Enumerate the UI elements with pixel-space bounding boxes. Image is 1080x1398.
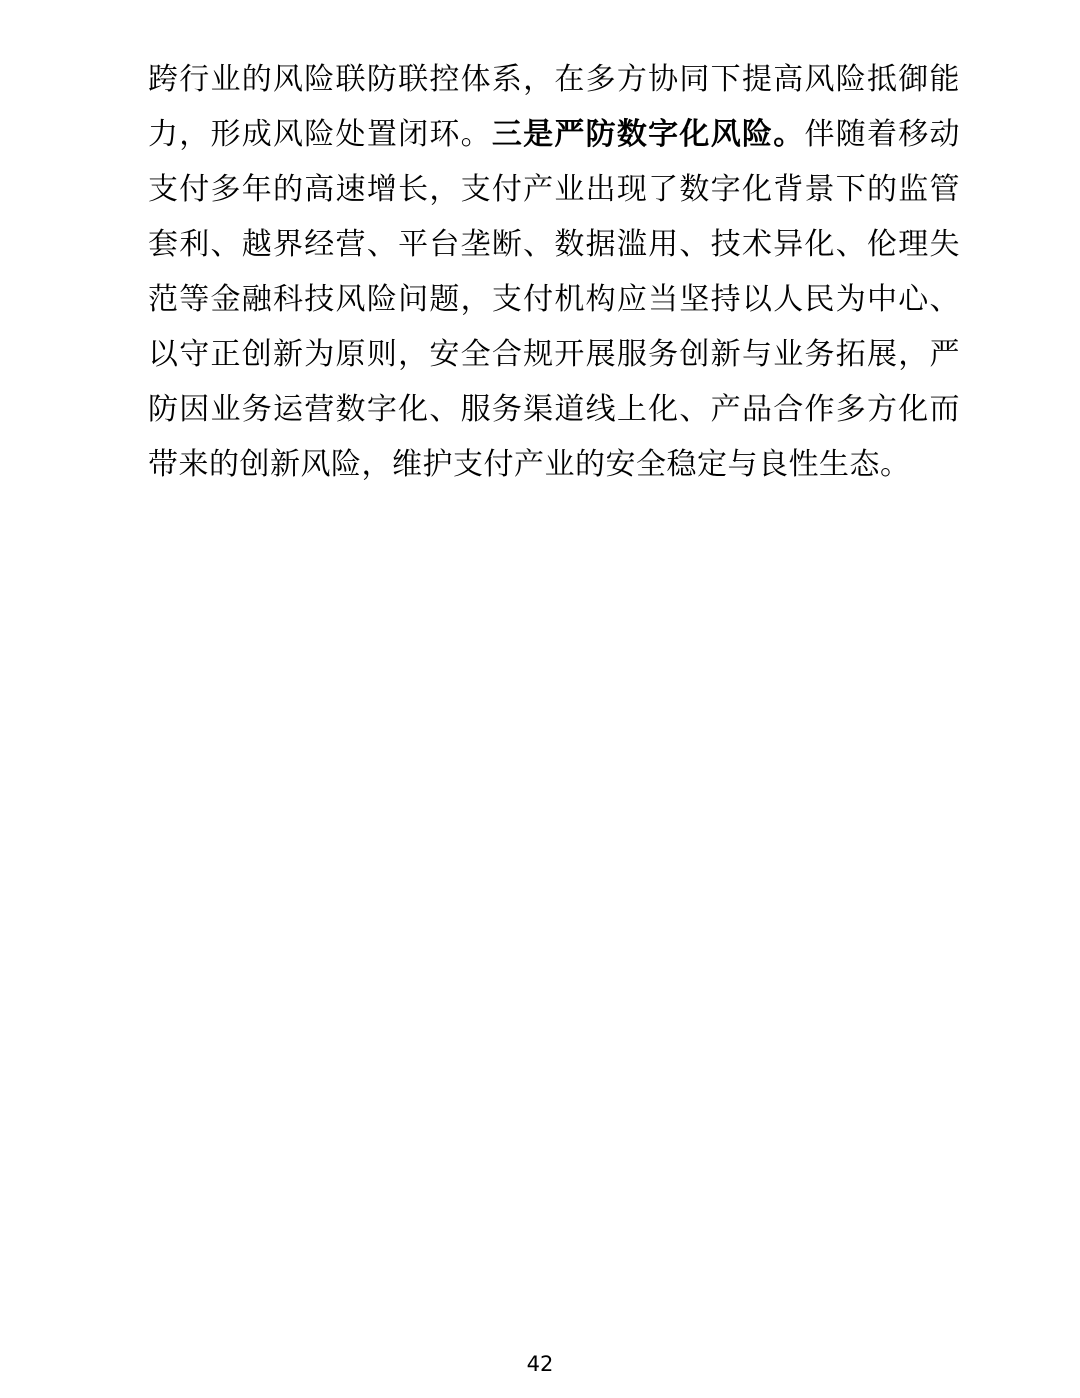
paragraph-bold-heading: 三是严防数字化风险。 [491,117,805,152]
paragraph-text-after-bold: 伴随着移动支付多年的高速增长，支付产业出现了数字化背景下的监管套利、越界经营、平台垄断、数据滥用、技术异化、伦理失范等金融科技风险问题，支付机构应当坚持以人民为中心、以守正创新为原则，安全合规开展服务创新与业务拓展，严防因业务运营数字化、服务渠道线上化、产品合作多方化而带来的创新风险，维护支付产业的安全稳定与良性生态。 [148,117,961,482]
paragraph-text-before-bold: 跨行业的风险联防联控体系，在多方协同下提高风险抵御能力，形成风险处置闭环。 [148,62,960,152]
page-number: 42 [526,1352,554,1376]
paragraph [148,52,960,492]
